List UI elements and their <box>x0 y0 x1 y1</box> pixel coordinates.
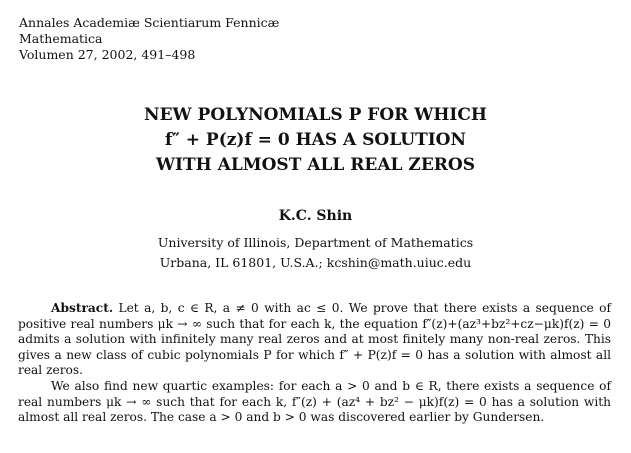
abstract-paragraph-2: We also find new quartic examples: for each a > 0 and b ∈ R, there exists a sequence of real numbers μk → ∞ such that for each k, f″(z) + (az⁴ + bz² − μk)f(z) = 0 has a solution with almost all real zeros. The case a > 0 and b > 0 was discovered earlier by Gundersen. <box>18 378 611 425</box>
abstract-text-1: Let a, b, c ∈ R, a ≠ 0 with ac ≤ 0. We prove that there exists a sequence of positive real numbers μk → ∞ such that for each k, the equation f″(z)+(az³+bz²+cz−μk)f(z) = 0 admits a solution with infinitely many real zeros and at most finitely many non-real zeros. This gives a new class of cubic polynomials P for which f″ + P(z)f = 0 has a solution with almost all real zeros. <box>18 301 612 378</box>
journal-series: Mathematica <box>19 31 103 46</box>
abstract-label: Abstract. <box>51 301 114 315</box>
author-affiliation <box>0 233 631 273</box>
journal-volume: Volumen 27, 2002, 491–498 <box>19 47 196 62</box>
author-name: K.C. Shin <box>278 208 353 224</box>
journal-header <box>19 15 279 63</box>
title-line-3: WITH ALMOST ALL REAL ZEROS <box>155 155 476 175</box>
paper-title <box>0 103 631 178</box>
affiliation-line-2: Urbana, IL 61801, U.S.A.; kcshin@math.uiuc.edu <box>159 255 472 270</box>
abstract-paragraph-1 <box>18 301 611 379</box>
title-line-1: NEW POLYNOMIALS P FOR WHICH <box>144 105 487 125</box>
journal-name: Annales Academiæ Scientiarum Fennicæ <box>19 15 280 30</box>
affiliation-line-1: University of Illinois, Department of Mathematics <box>157 235 474 250</box>
abstract <box>18 301 611 426</box>
title-line-2: f″ + P(z)f = 0 HAS A SOLUTION <box>164 130 467 150</box>
